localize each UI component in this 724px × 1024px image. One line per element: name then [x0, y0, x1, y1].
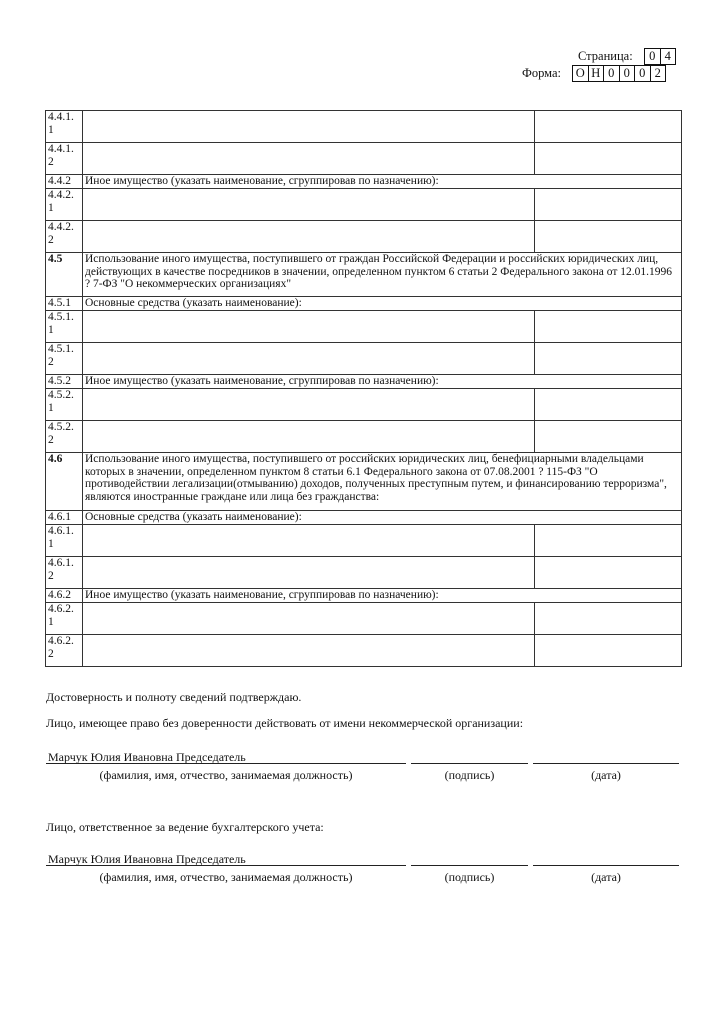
form-char: 0	[634, 65, 651, 82]
table-row	[46, 453, 682, 511]
row-number: 4.5.1. 1	[46, 311, 83, 343]
row-number: 4.4.1. 2	[46, 143, 83, 175]
row-number: 4.5.2	[46, 375, 83, 389]
row-number: 4.4.2. 1	[46, 189, 83, 221]
row-number: 4.6.2	[46, 589, 83, 603]
item-name-cell[interactable]	[83, 389, 535, 421]
item-name-cell[interactable]	[83, 557, 535, 589]
table-row	[46, 111, 682, 143]
form-code-boxes	[573, 65, 666, 82]
row-number: 4.5.1	[46, 297, 83, 311]
caption-name: (фамилия, имя, отчество, занимаемая должность)	[99, 870, 353, 884]
property-usage-table	[45, 110, 682, 667]
table-row	[46, 603, 682, 635]
table-row	[46, 375, 682, 389]
form-char: Н	[588, 65, 605, 82]
table-row	[46, 589, 682, 603]
item-name-cell[interactable]	[83, 111, 535, 143]
table-row	[46, 343, 682, 375]
row-number: 4.6	[46, 453, 83, 511]
form-char: О	[572, 65, 589, 82]
page-digit: 4	[660, 48, 677, 65]
page-label: Страница:	[578, 49, 633, 63]
row-number: 4.4.1. 1	[46, 111, 83, 143]
row-number: 4.5.2. 1	[46, 389, 83, 421]
item-name-cell[interactable]	[83, 221, 535, 253]
row-description: Основные средства (указать наименование):	[83, 511, 682, 525]
item-name-cell[interactable]	[83, 311, 535, 343]
signature-line	[411, 865, 528, 866]
row-description: Иное имущество (указать наименование, сгруппировав по назначению):	[83, 175, 682, 189]
item-name-cell[interactable]	[83, 421, 535, 453]
row-number: 4.6.2. 1	[46, 603, 83, 635]
caption-date: (дата)	[591, 768, 621, 782]
table-row	[46, 311, 682, 343]
table-row	[46, 253, 682, 297]
caption-signature: (подпись)	[444, 870, 495, 884]
form-char: 0	[619, 65, 636, 82]
table-row	[46, 189, 682, 221]
table-row	[46, 511, 682, 525]
table-row	[46, 421, 682, 453]
item-name-cell[interactable]	[83, 635, 535, 667]
row-number: 4.5.1. 2	[46, 343, 83, 375]
caption-date: (дата)	[591, 870, 621, 884]
authorized-person-label: Лицо, имеющее право без доверенности действовать от имени некоммерческой организации:	[46, 716, 524, 730]
item-value-cell[interactable]	[535, 343, 682, 375]
row-description: Использование иного имущества, поступившего от граждан Российской Федерации и российских юридических лиц, действующих в качестве посредников в значении, определенном пунктом 6 статьи 2 Федерального закона от 12.01.1996 ? 7-ФЗ "О некоммерческих организациях"	[83, 253, 682, 297]
form-char: 0	[603, 65, 620, 82]
item-value-cell[interactable]	[535, 189, 682, 221]
form-char: 2	[650, 65, 667, 82]
row-number: 4.5.2. 2	[46, 421, 83, 453]
table-row	[46, 221, 682, 253]
row-number: 4.4.2	[46, 175, 83, 189]
row-description: Иное имущество (указать наименование, сгруппировав по назначению):	[83, 375, 682, 389]
item-name-cell[interactable]	[83, 143, 535, 175]
table-row	[46, 297, 682, 311]
accountant-label: Лицо, ответственное за ведение бухгалтерского учета:	[46, 820, 324, 834]
table-row	[46, 143, 682, 175]
row-description: Иное имущество (указать наименование, сгруппировав по назначению):	[83, 589, 682, 603]
row-number: 4.5	[46, 253, 83, 297]
row-number: 4.6.1. 2	[46, 557, 83, 589]
authorized-person-name[interactable]: Марчук Юлия Ивановна Председатель	[48, 750, 246, 764]
page-number-boxes	[645, 48, 676, 65]
item-value-cell[interactable]	[535, 311, 682, 343]
row-number: 4.4.2. 2	[46, 221, 83, 253]
item-value-cell[interactable]	[535, 389, 682, 421]
table-row	[46, 389, 682, 421]
item-value-cell[interactable]	[535, 421, 682, 453]
row-number: 4.6.1	[46, 511, 83, 525]
row-description: Основные средства (указать наименование):	[83, 297, 682, 311]
name-line	[46, 763, 406, 764]
item-value-cell[interactable]	[535, 143, 682, 175]
item-name-cell[interactable]	[83, 343, 535, 375]
page-digit: 0	[644, 48, 661, 65]
item-name-cell[interactable]	[83, 525, 535, 557]
item-name-cell[interactable]	[83, 603, 535, 635]
table-row	[46, 175, 682, 189]
row-number: 4.6.2. 2	[46, 635, 83, 667]
form-label: Форма:	[522, 66, 562, 80]
item-value-cell[interactable]	[535, 111, 682, 143]
date-line	[533, 763, 679, 764]
confirmation-text: Достоверность и полноту сведений подтверждаю.	[46, 690, 302, 704]
item-value-cell[interactable]	[535, 221, 682, 253]
accountant-name[interactable]: Марчук Юлия Ивановна Председатель	[48, 852, 246, 866]
name-line	[46, 865, 406, 866]
caption-signature: (подпись)	[444, 768, 495, 782]
table-row	[46, 525, 682, 557]
item-value-cell[interactable]	[535, 635, 682, 667]
caption-name: (фамилия, имя, отчество, занимаемая должность)	[99, 768, 353, 782]
item-value-cell[interactable]	[535, 557, 682, 589]
table-row	[46, 557, 682, 589]
item-name-cell[interactable]	[83, 189, 535, 221]
item-value-cell[interactable]	[535, 525, 682, 557]
table-row	[46, 635, 682, 667]
item-value-cell[interactable]	[535, 603, 682, 635]
date-line	[533, 865, 679, 866]
row-number: 4.6.1. 1	[46, 525, 83, 557]
signature-line	[411, 763, 528, 764]
row-description: Использование иного имущества, поступившего от российских юридических лиц, бенефициарными владельцами которых в значении, определенном пунктом 8 статьи 6.1 Федерального закона от 07.08.2001 ? 115-ФЗ "О противодействии легализации(отмыванию) доходов, полученных преступным путем, и финансированию терроризма", являются иностранные граждане или лица без гражданства:	[83, 453, 682, 511]
